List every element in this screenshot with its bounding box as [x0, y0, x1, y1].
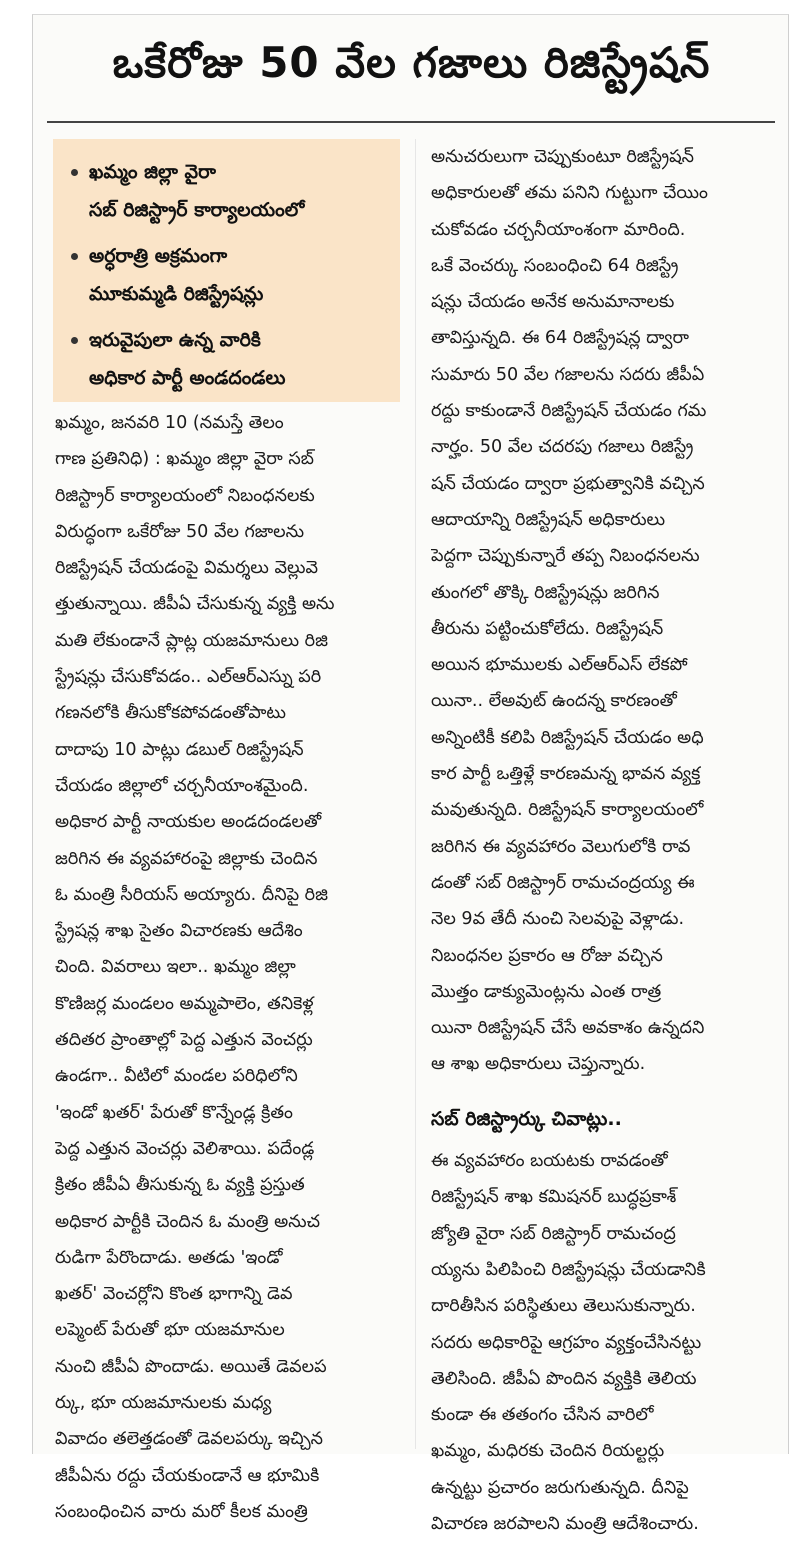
text-line: సంబంధించిన వారు మరో కీలక మంత్రి — [55, 1501, 308, 1522]
text-line: ఉన్నట్టు ప్రచారం జరుగుతున్నది. దీనిపై — [431, 1477, 689, 1498]
headline-rule — [47, 121, 775, 123]
right-column-top — [431, 139, 776, 1083]
text-line: తీరును పట్టించుకోలేదు. రిజిస్ట్రేషన్ — [431, 618, 664, 639]
text-line: నార్హం. 50 వేల చదరపు గజాలు రిజిస్ట్రే — [431, 437, 694, 458]
text-line: అధికార పార్టీ నాయకుల అండదండలతో — [55, 812, 322, 833]
bullet-icon — [71, 337, 78, 344]
text-line: స్ట్రేషన్ల శాఖ సైతం విచారణకు ఆదేశిం — [55, 921, 303, 942]
text-line: ఆదాయాన్ని రిజిస్ట్రేషన్ అధికారులు — [431, 509, 666, 530]
newspaper-clipping — [32, 14, 789, 1534]
text-line: క్రితం జీపీఏ తీసుకున్న ఓ వ్యక్తి ప్రస్తుత — [55, 1175, 305, 1196]
text-line: డంతో సబ్ రిజిస్ట్రార్ రామచంద్రయ్య ఈ — [431, 872, 695, 893]
text-line: త్తుతున్నాయి. జీపీఏ చేసుకున్న వ్యక్తి అను — [55, 594, 335, 615]
text-line: తుంగలో తొక్కి రిజిస్ట్రేషన్లు జరిగిన — [431, 582, 660, 603]
text-line: ఉండగా.. వీటిలో మండల పరిధిలోని — [55, 1066, 298, 1087]
text-line: వివాదం తలెత్తడంతో డెవలపర్కు ఇచ్చిన — [55, 1429, 324, 1450]
text-line: జ్యోతి వైరా సబ్ రిజిస్ట్రార్ రామచంద్ర — [431, 1223, 676, 1244]
column-divider — [415, 139, 416, 1449]
text-line: విరుద్ధంగా ఒకేరోజు 50 వేల గజాలను — [55, 521, 305, 542]
text-line: సదరు అధికారిపై ఆగ్రహం వ్యక్తంచేసినట్టు — [431, 1332, 702, 1353]
text-line: రిజిస్ట్రేషన్ శాఖ కమిషనర్ బుద్ధప్రకాశ్ — [431, 1187, 677, 1208]
text-line: రద్దు కాకుండానే రిజిస్ట్రేషన్ చేయడం గమ — [431, 401, 707, 422]
text-line: స్ట్రేషన్లు చేసుకోవడం.. ఎల్ఆర్ఎస్ను పరి — [55, 667, 322, 688]
text-line: ఒకే వెంచర్కు సంబంధించి 64 రిజిస్ట్రే — [431, 255, 679, 276]
text-line: మవుతున్నది. రిజిస్ట్రేషన్ కార్యాలయంలో — [431, 800, 704, 821]
text-line: తెలిసింది. జీపీఏ పొందిన వ్యక్తికి తెలియ — [431, 1368, 697, 1389]
section-gap — [431, 1083, 776, 1101]
text-line: నెల 9వ తేదీ నుంచి సెలవుపై వెళ్లాడు. — [431, 909, 685, 930]
highlight-line: ఖమ్మం జిల్లా వైరా — [89, 161, 216, 183]
highlight-line: మూకుమ్మడి రిజిస్ట్రేషన్లు — [89, 283, 264, 305]
text-line: రిజిస్ట్రేషన్ చేయడంపై విమర్శలు వెల్లువె — [55, 558, 319, 579]
text-line: 'ఇండో ఖతర్' పేరుతో కొన్నేండ్ల క్రితం — [55, 1102, 293, 1123]
text-line: దాదాపు 10 పాట్లు డబుల్ రిజిస్ట్రేషన్ — [55, 739, 304, 760]
text-line: యినా రిజిస్ట్రేషన్ చేసే అవకాశం ఉన్నదని — [431, 1018, 705, 1039]
text-line: లప్మెంట్ పేరుతో భూ యజమానుల — [55, 1320, 285, 1341]
text-line: అయిన భూములకు ఎల్ఆర్ఎస్ లేకపో — [431, 655, 688, 676]
highlight-item — [63, 237, 390, 313]
text-line: రుడిగా పేరొందాడు. అతడు 'ఇండో — [55, 1247, 283, 1268]
bullet-icon — [71, 253, 78, 260]
text-line: సుమారు 50 వేల గజాలను సదరు జీపీఏ — [431, 364, 705, 385]
right-column — [431, 139, 776, 1542]
text-line: జీపీఏను రద్దు చేయకుండానే ఆ భూమికి — [55, 1465, 320, 1486]
text-line: యినా.. లేఅవుట్ ఉందన్న కారణంతో — [431, 691, 677, 712]
text-line: అన్నింటికీ కలిపి రిజిస్ట్రేషన్ చేయడం అధి — [431, 727, 704, 748]
right-column-bottom — [431, 1143, 776, 1542]
text-line: షన్ చేయడం ద్వారా ప్రభుత్వానికి వచ్చిన — [431, 473, 705, 494]
text-line: తావిస్తున్నది. ఈ 64 రిజిస్ట్రేషన్ల ద్వారా — [431, 328, 689, 349]
text-line: చేయడం జిల్లాలో చర్చనీయాంశమైంది. — [55, 775, 309, 796]
bullet-icon — [71, 169, 78, 176]
left-column — [55, 405, 400, 1530]
text-line: జరిగిన ఈ వ్యవహారం వెలుగులోకి రావ — [431, 836, 691, 857]
text-line: మొత్తం డాక్యుమెంట్లను ఎంత రాత్ర — [431, 981, 662, 1002]
text-line: ఈ వ్యవహారం బయటకు రావడంతో — [431, 1151, 668, 1172]
text-line: ఓ మంత్రి సీరియస్ అయ్యారు. దీనిపై రిజి — [55, 884, 328, 905]
headline: ఒకేరోజు 50 వేల గజాలు రిజిస్ట్రేషన్ — [112, 38, 711, 87]
highlight-item — [63, 153, 390, 229]
highlight-line: ఇరువైపులా ఉన్న వారికి — [89, 329, 261, 351]
text-line: పెద్ద ఎత్తున వెంచర్లు వెలిశాయి. పదేండ్ల — [55, 1138, 315, 1159]
text-line: నిబంధనల ప్రకారం ఆ రోజు వచ్చిన — [431, 945, 663, 966]
text-line: ఖమ్మం, మధిరకు చెందిన రియల్టర్లు — [431, 1441, 665, 1462]
text-line: కుండా ఈ తతంగం చేసిన వారిలో — [431, 1405, 654, 1426]
text-line: అధికార పార్టీకి చెందిన ఓ మంత్రి అనుచ — [55, 1211, 321, 1232]
text-line: ఖతర్' వెంచర్లోని కొంత భాగాన్ని డెవ — [55, 1284, 293, 1305]
text-line: గణనలోకి తీసుకోకపోవడంతోపాటు — [55, 703, 287, 724]
highlight-line: సబ్ రిజిస్ట్రార్ కార్యాలయంలో — [89, 199, 305, 221]
subheading: సబ్ రిజిస్ట్రార్కు చివాట్లు.. — [431, 1107, 622, 1130]
text-line: ఆ శాఖ అధికారులు చెప్తున్నారు. — [431, 1054, 646, 1075]
text-line: దారితీసిన పరిస్థితులు తెలుసుకున్నారు. — [431, 1296, 696, 1317]
text-line: అనుచరులుగా చెప్పుకుంటూ రిజిస్ట్రేషన్ — [431, 147, 695, 167]
text-line: విచారణ జరపాలని మంత్రి ఆదేశించారు. — [431, 1513, 699, 1534]
text-line: య్యను పిలిపించి రిజిస్ట్రేషన్లు చేయడానికి — [431, 1259, 706, 1280]
highlight-line: అధికార పార్టీ అండదండలు — [89, 367, 286, 389]
text-line: షన్లు చేయడం అనేక అనుమానాలకు — [431, 292, 675, 313]
text-line: చింది. వివరాలు ఇలా.. ఖమ్మం జిల్లా — [55, 957, 296, 978]
text-line: నుంచి జీపీఏ పొందాడు. అయితే డెవలప — [55, 1356, 327, 1377]
text-line: ర్కు, భూ యజమానులకు మధ్య — [55, 1393, 272, 1414]
text-line: తదితర ప్రాంతాల్లో పెద్ద ఎత్తున వెంచర్లు — [55, 1030, 313, 1051]
text-line: కొణిజర్ల మండలం అమ్మపాలెం, తనికెళ్ల — [55, 993, 314, 1014]
highlight-line: అర్ధరాత్రి అక్రమంగా — [89, 245, 228, 267]
text-line: రిజిస్ట్రార్ కార్యాలయంలో నిబంధనలకు — [55, 485, 315, 506]
text-line: మతి లేకుండానే ప్లాట్ల యజమానులు రిజి — [55, 630, 328, 651]
text-line: చుకోవడం చర్చనీయాంశంగా మారింది. — [431, 219, 686, 240]
highlights-box — [53, 139, 400, 402]
text-line: ఖమ్మం, జనవరి 10 (నమస్తే తెలం — [55, 413, 284, 433]
text-line: గాణ ప్రతినిధి) : ఖమ్మం జిల్లా వైరా సబ్ — [55, 449, 314, 470]
text-line: అధికారులతో తమ పనిని గుట్టుగా చేయిం — [431, 183, 708, 204]
text-line: జరిగిన ఈ వ్యవహారంపై జిల్లాకు చెందిన — [55, 848, 318, 869]
text-line: కార పార్టీ ఒత్తిళ్లే కారణమన్న భావన వ్యక్త — [431, 764, 701, 785]
highlight-item — [63, 321, 390, 397]
text-line: పెద్దగా చెప్పుకున్నారే తప్ప నిబంధనలను — [431, 546, 700, 567]
